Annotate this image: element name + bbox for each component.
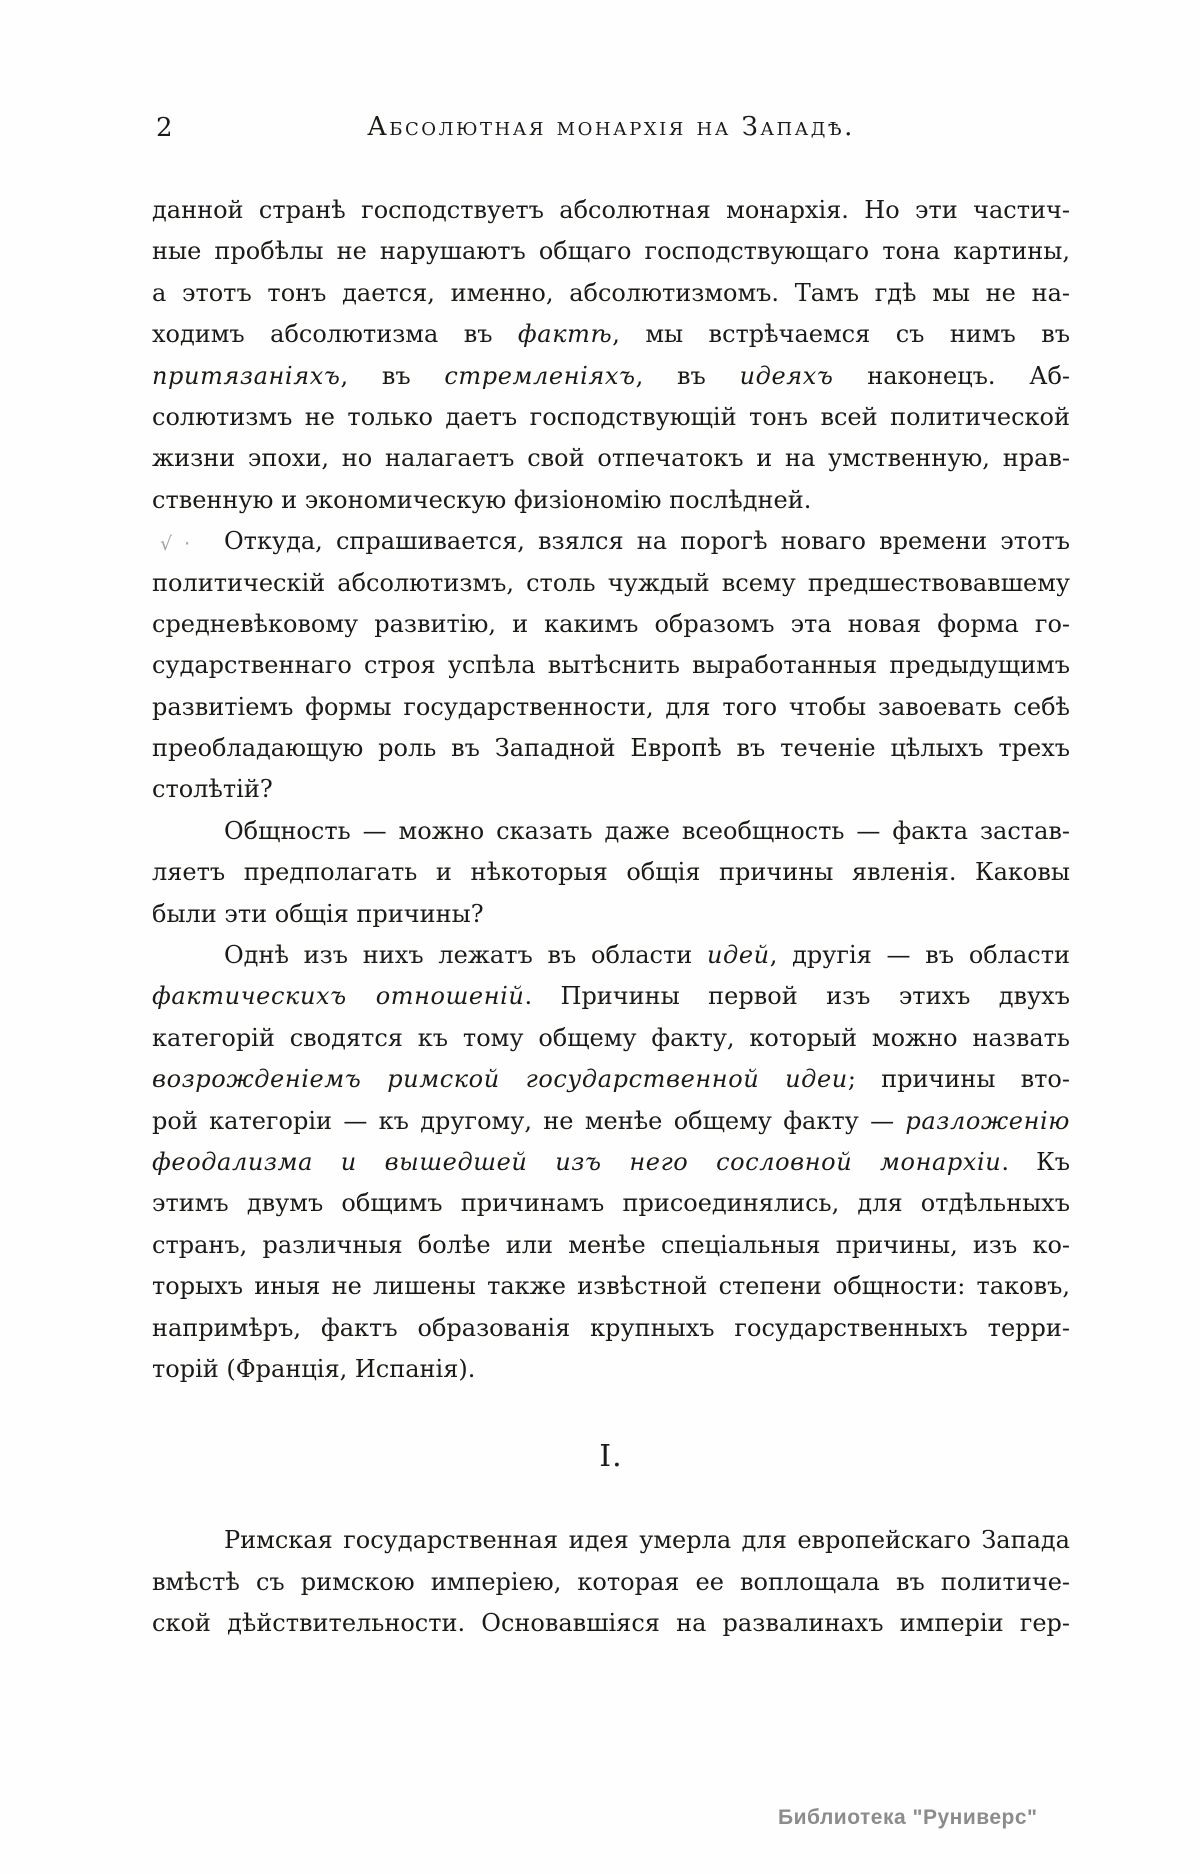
text-line: фактическихъ отношеній. Причины первой изъ этихъ двухъ <box>152 982 1070 1011</box>
text-line: √ · Откуда, спрашивается, взялся на порогѣ новаго времени этотъ <box>152 521 1070 562</box>
text-line: Общность — можно сказать даже всеобщность — факта застав- <box>224 816 1070 845</box>
library-watermark: Библиотека "Руниверс" <box>778 1806 1038 1829</box>
text-line: напримѣръ, фактъ образованія крупныхъ государственныхъ терри- <box>152 1313 1070 1342</box>
text-line: жизни эпохи, но налагаетъ свой отпечатокъ и на умственную, нрав- <box>152 444 1070 473</box>
text-line: преобладающую роль въ Западной Европѣ въ теченіе цѣлыхъ трехъ <box>152 734 1070 763</box>
text-line: ственную и экономическую физіономію послѣдней. <box>152 485 812 514</box>
text-line: феодализма и вышедшей изъ него сословной монархіи. Къ <box>152 1147 1070 1176</box>
text-line: вмѣстѣ съ римскою имперіею, которая ее воплощала въ политиче- <box>152 1567 1070 1596</box>
emphasized-text: притязаніяхъ <box>152 361 341 390</box>
text-line: Однѣ изъ нихъ лежатъ въ области идей, другія — въ области <box>224 941 1070 970</box>
text-line: торій (Франція, Испанія). <box>152 1354 476 1383</box>
emphasized-text: идей <box>706 941 770 970</box>
page-number: 2 <box>156 113 173 143</box>
text-line: столѣтій? <box>152 775 273 804</box>
text-line: солютизмъ не только даетъ господствующій тонъ всей политической <box>152 402 1070 431</box>
text-block-lower <box>152 1520 1070 1644</box>
text-line: развитіемъ формы государственности, для того чтобы завоевать себѣ <box>152 692 1070 721</box>
text-line: ходимъ абсолютизма въ фактѣ, мы встрѣчаемся съ нимъ въ <box>152 320 1070 349</box>
emphasized-text: феодализма и вышедшей изъ него сословной монархіи <box>152 1147 1002 1176</box>
text-line: категорій сводятся къ тому общему факту, который можно назвать <box>152 1023 1070 1052</box>
running-title: Абсолютная монархія на Западѣ. <box>367 112 855 142</box>
emphasized-text: фактическихъ отношеній <box>152 982 525 1011</box>
text-line: ляетъ предполагать и нѣкоторыя общія причины явленія. Каковы <box>152 858 1070 887</box>
text-block-upper <box>152 190 1070 1390</box>
emphasized-text: возрожденіемъ римской государственной идеи <box>152 1065 848 1094</box>
section-heading: I. <box>599 1439 623 1475</box>
text-line: этимъ двумъ общимъ причинамъ присоединялись, для отдѣльныхъ <box>152 1189 1070 1218</box>
text-line: политическій абсолютизмъ, столь чуждый всему предшествовавшему <box>152 568 1070 597</box>
text-column <box>152 190 1070 1645</box>
text-line: Римская государственная идея умерла для европейскаго Запада <box>224 1526 1070 1555</box>
text-line: ные пробѣлы не нарушаютъ общаго господствующаго тона картины, <box>152 237 1070 266</box>
text-line: были эти общія причины? <box>152 899 484 928</box>
pencil-checkmark: √ · <box>160 533 194 556</box>
page-header <box>152 112 1070 154</box>
text-line: рой категоріи — къ другому, не менѣе общему факту — разложенію <box>152 1106 1070 1135</box>
text-line: притязаніяхъ, въ стремленіяхъ, въ идеяхъ наконецъ. Аб- <box>152 361 1071 390</box>
emphasized-text: идеяхъ <box>739 361 834 390</box>
text-line: странъ, различныя болѣе или менѣе спеціальныя причины, изъ ко- <box>152 1230 1070 1259</box>
emphasized-text: разложенію <box>905 1106 1070 1135</box>
text-line: средневѣковому развитію, и какимъ образомъ эта новая форма го- <box>152 609 1070 638</box>
text-line: торыхъ иныя не лишены также извѣстной степени общности: таковъ, <box>152 1272 1070 1301</box>
text-line: возрожденіемъ римской государственной идеи; причины вто- <box>152 1065 1070 1094</box>
emphasized-text: стремленіяхъ <box>444 361 636 390</box>
text-line: данной странѣ господствуетъ абсолютная монархія. Но эти частич- <box>152 196 1070 224</box>
text-line: а этотъ тонъ дается, именно, абсолютизмомъ. Тамъ гдѣ мы не на- <box>152 278 1070 307</box>
text-line: ской дѣйствительности. Основавшіяся на развалинахъ имперіи гер- <box>152 1609 1070 1638</box>
text-line: сударственнаго строя успѣла вытѣснить выработанныя предыдущимъ <box>152 651 1070 680</box>
emphasized-text: фактѣ <box>517 320 613 349</box>
